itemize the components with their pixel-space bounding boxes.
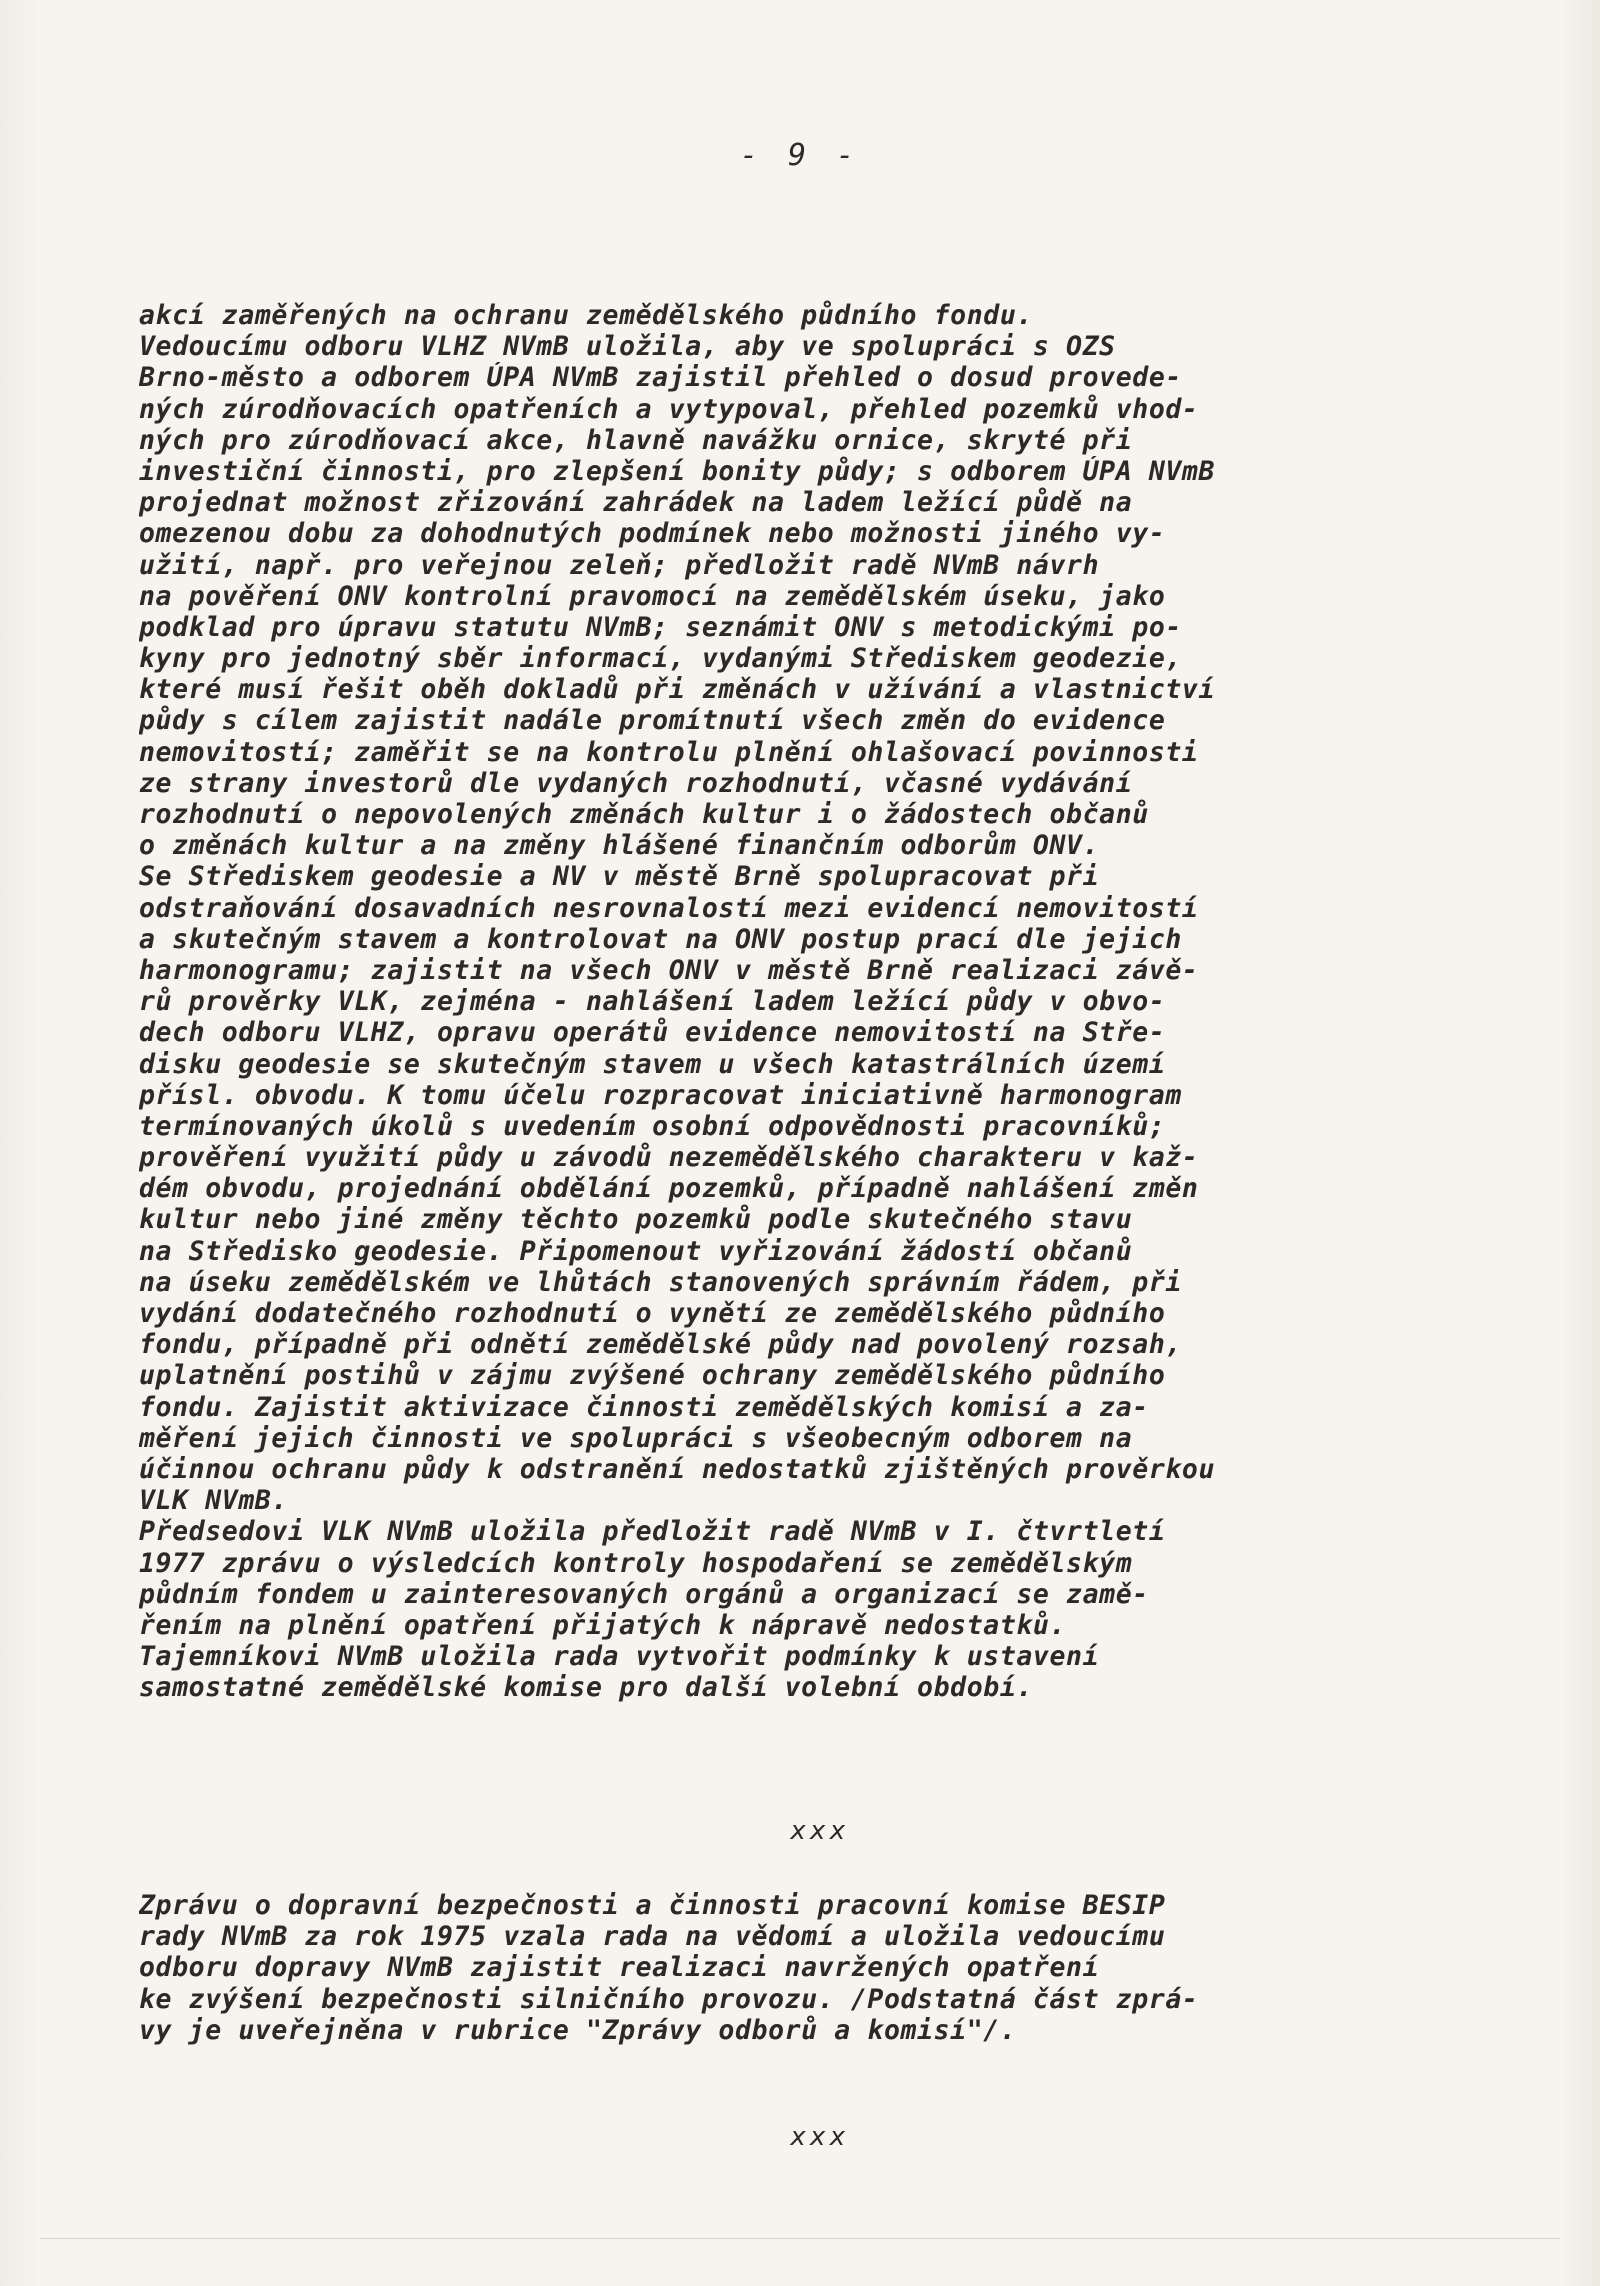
text-line: kultur nebo jiné změny těchto pozemků podle skutečného stavu <box>139 1204 1133 1236</box>
page-number: - 9 - <box>739 138 861 173</box>
text-line: 1977 zprávu o výsledcích kontroly hospodaření se zemědělským <box>139 1547 1133 1579</box>
text-line: rů prověrky VLK, zejména - nahlášení ladem ležící půdy v obvo- <box>139 986 1166 1018</box>
text-line: fondu. Zajistit aktivizace činnosti zemědělských komisí a za- <box>139 1391 1149 1423</box>
text-line: disku geodesie se skutečným stavem u všech katastrálních území <box>139 1048 1166 1080</box>
text-line: samostatné zemědělské komise pro další volební období. <box>139 1672 1033 1704</box>
text-line: měření jejich činnosti ve spolupráci s všeobecným odborem na <box>139 1422 1133 1454</box>
text-line: vy je uveřejněna v rubrice "Zprávy odborů a komisí"/. <box>139 2014 1017 2046</box>
text-line: investiční činnosti, pro zlepšení bonity půdy; s odborem ÚPA NVmB <box>139 455 1216 487</box>
text-line: půdy s cílem zajistit nadále promítnutí všech změn do evidence <box>139 705 1166 737</box>
text-line: podklad pro úpravu statutu NVmB; seznámit ONV s metodickými po- <box>139 611 1182 643</box>
text-line: užití, např. pro veřejnou zeleň; předložit radě NVmB návrh <box>139 549 1100 581</box>
text-line: přísl. obvodu. K tomu účelu rozpracovat iniciativně harmonogram <box>139 1079 1182 1111</box>
text-line: Zprávu o dopravní bezpečnosti a činnosti pracovní komise BESIP <box>139 1890 1166 1921</box>
text-line: a skutečným stavem a kontrolovat na ONV postup prací dle jejich <box>139 923 1182 955</box>
text-line: účinnou ochranu půdy k odstranění nedostatků zjištěných prověrkou <box>139 1453 1216 1485</box>
page-bottom-rule <box>40 2238 1560 2239</box>
text-line: termínovaných úkolů s uvedením osobní odpovědnosti pracovníků; <box>139 1110 1166 1142</box>
text-line: o změnách kultur a na změny hlášené finančním odborům ONV. <box>139 830 1100 862</box>
text-line: které musí řešit oběh dokladů při změnách v užívání a vlastnictví <box>139 674 1216 706</box>
text-line: fondu, případně při odnětí zemědělské půdy nad povolený rozsah, <box>139 1329 1182 1361</box>
text-line: rozhodnutí o nepovolených změnách kultur i o žádostech občanů <box>139 799 1149 830</box>
text-line: omezenou dobu za dohodnutých podmínek nebo možnosti jiného vy- <box>139 518 1166 550</box>
text-line: dém obvodu, projednání obdělání pozemků, případně nahlášení změn <box>139 1173 1199 1205</box>
text-line: dech odboru VLHZ, opravu operátů evidence nemovitostí na Stře- <box>139 1017 1166 1049</box>
text-line: řením na plnění opatření přijatých k nápravě nedostatků. <box>139 1609 1067 1641</box>
main-text-block <box>139 300 1464 1703</box>
text-line: Vedoucímu odboru VLHZ NVmB uložila, aby ve spolupráci s OZS <box>139 331 1116 363</box>
text-line: Předsedovi VLK NVmB uložila předložit radě NVmB v I. čtvrtletí <box>139 1516 1166 1548</box>
text-line: nemovitostí; zaměřit se na kontrolu plnění ohlašovací povinnosti <box>139 736 1199 768</box>
text-line: půdním fondem u zainteresovaných orgánů a organizací se zamě- <box>139 1578 1149 1610</box>
text-line: ze strany investorů dle vydaných rozhodnutí, včasné vydávání <box>139 767 1133 799</box>
text-line: na pověření ONV kontrolní pravomocí na zemědělském úseku, jako <box>139 580 1166 612</box>
end-separator: xxx <box>790 2122 850 2152</box>
text-line: harmonogramu; zajistit na všech ONV v městě Brně realizaci závě- <box>139 954 1199 986</box>
text-line: odstraňování dosavadních nesrovnalostí mezi evidencí nemovitostí <box>139 892 1199 924</box>
besip-paragraph <box>139 1890 1464 2046</box>
text-line: akcí zaměřených na ochranu zemědělského půdního fondu. <box>139 300 1033 331</box>
text-line: rady NVmB za rok 1975 vzala rada na vědomí a uložila vedoucímu <box>139 1921 1166 1953</box>
text-line: prověření využití půdy u závodů nezemědělského charakteru v kaž- <box>139 1142 1199 1174</box>
text-line: odboru dopravy NVmB zajistit realizaci navržených opatření <box>139 1952 1100 1984</box>
text-line: ných pro zúrodňovací akce, hlavně navážku ornice, skryté při <box>139 424 1133 456</box>
section-separator: xxx <box>790 1816 850 1846</box>
text-line: uplatnění postihů v zájmu zvýšené ochrany zemědělského půdního <box>139 1360 1166 1392</box>
text-line: vydání dodatečného rozhodnutí o vynětí ze zemědělského půdního <box>139 1298 1166 1329</box>
text-line: kyny pro jednotný sběr informací, vydanými Střediskem geodezie, <box>139 643 1182 675</box>
text-line: Se Střediskem geodesie a NV v městě Brně spolupracovat při <box>139 861 1100 893</box>
text-line: ných zúrodňovacích opatřeních a vytypoval, přehled pozemků vhod- <box>139 393 1199 425</box>
text-line: Brno-město a odborem ÚPA NVmB zajistil přehled o dosud provede- <box>139 362 1182 394</box>
text-line: na Středisko geodesie. Připomenout vyřizování žádostí občanů <box>139 1235 1133 1267</box>
text-line: projednat možnost zřizování zahrádek na ladem ležící půdě na <box>139 487 1133 519</box>
text-line: na úseku zemědělském ve lhůtách stanovených správním řádem, při <box>139 1266 1182 1298</box>
text-line: ke zvýšení bezpečnosti silničního provozu. /Podstatná část zprá- <box>139 1983 1199 2015</box>
text-line: VLK NVmB. <box>139 1485 288 1517</box>
text-line: Tajemníkovi NVmB uložila rada vytvořit podmínky k ustavení <box>139 1641 1100 1673</box>
